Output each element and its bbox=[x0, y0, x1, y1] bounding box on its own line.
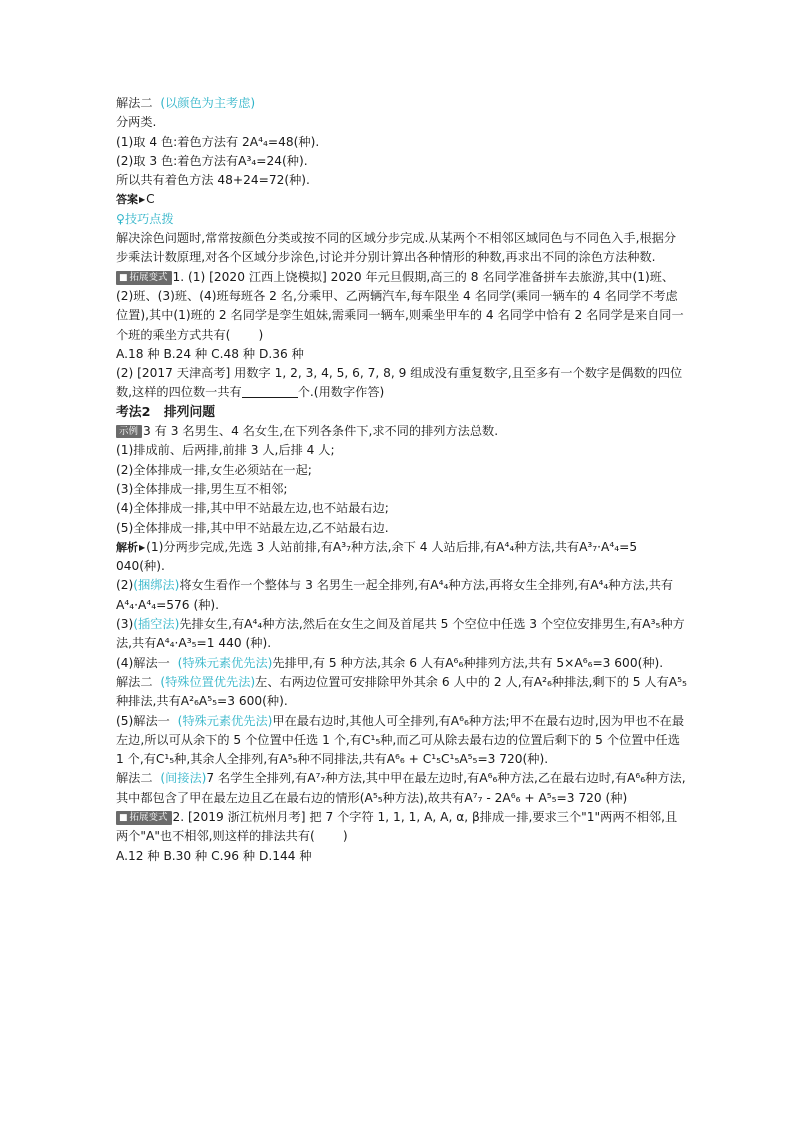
example-item: (3)全体排成一排,男生互不相邻; bbox=[116, 481, 288, 496]
solution-number: (4)解法一 bbox=[116, 655, 170, 670]
solution-label: 解析 bbox=[116, 540, 138, 554]
solution-4a-text: 先排甲,有 5 种方法,其余 6 人有A⁶₆种排列方法,共有 5×A⁶₆=3 600(种). bbox=[272, 655, 664, 670]
extension-tag bbox=[116, 811, 172, 825]
extension-tag-label: 拓展变式 bbox=[129, 271, 168, 283]
extension-1-part2-end: 个.(用数字作答) bbox=[297, 385, 385, 400]
solution-note: (插空法) bbox=[133, 617, 180, 632]
arrow-right-icon: ▶ bbox=[139, 195, 146, 205]
extension-2 bbox=[116, 808, 688, 847]
example-item: (4)全体排成一排,其中甲不站最左边,也不站最右边; bbox=[116, 501, 389, 516]
case-2: (2)取 3 色:着色方法有A³₄=24(种). bbox=[116, 153, 308, 168]
document-page bbox=[116, 94, 688, 866]
solution-2 bbox=[116, 576, 688, 615]
text-line: 分两类. bbox=[116, 115, 157, 130]
answer-label: 答案 bbox=[116, 193, 138, 207]
solution-note: (特殊元素优先法) bbox=[177, 713, 273, 728]
example-tag: 示例 bbox=[116, 425, 142, 438]
solution-note: (捆绑法) bbox=[133, 578, 180, 593]
solution-2-text: 将女生看作一个整体与 3 名男生一起全排列,有A⁴₄种方法,再将女生全排列,有A⁴₄种方法,共有A⁴₄·A⁴₄=576 (种). bbox=[116, 578, 674, 612]
solution-note: (特殊元素优先法) bbox=[177, 655, 273, 670]
answer-value: C bbox=[146, 192, 155, 207]
bracket-close: ) bbox=[342, 829, 348, 844]
method-heading bbox=[116, 403, 688, 422]
solution-5a-text: 甲在最右边时,其他人可全排列,有A⁶₆种方法;甲不在最右边时,因为甲也不在最左边,所以可从余下的 5 个位置中任选 1 个,有C¹₅种,而乙可从除去最右边的位置后剩下的 5 个位置中任选 1 个,有C¹₅种,其余人全排列,有A⁵₅种不同排法,共有A⁶₆ + C¹₅C¹₅A⁵₅=3 720(种). bbox=[116, 713, 685, 767]
solution-number: 解法二 bbox=[116, 674, 153, 689]
solution-number: (2) bbox=[116, 578, 134, 593]
solution-number: 解法二 bbox=[116, 771, 153, 786]
solution-3 bbox=[116, 615, 688, 654]
total-line: 所以共有着色方法 48+24=72(种). bbox=[116, 173, 310, 188]
solution-5b bbox=[116, 769, 688, 808]
solution-note: (特殊位置优先法) bbox=[160, 674, 256, 689]
method-title: 排列问题 bbox=[163, 404, 216, 420]
method2-heading bbox=[116, 94, 688, 113]
solution-4b-text: 左、右两边位置可安排除甲外其余 6 人中的 2 人,有A²₆种排法,剩下的 5 人有A⁵₅种排法,共有A²₆A⁵₅=3 600(种). bbox=[116, 674, 687, 709]
answer-line bbox=[116, 190, 688, 209]
tip-title: 技巧点拨 bbox=[124, 211, 174, 226]
method-note: (以颜色为主考虑) bbox=[160, 96, 256, 110]
arrow-right-icon: ▶ bbox=[139, 542, 146, 552]
example-stem-text: 3 有 3 名男生、4 名女生,在下列各条件下,求不同的排列方法总数. bbox=[143, 424, 499, 439]
tip-heading bbox=[116, 210, 688, 229]
extension-tag bbox=[116, 271, 172, 285]
bracket-close: ) bbox=[258, 327, 264, 342]
book-icon: ■ bbox=[119, 812, 128, 823]
solution-5b-text: 7 名学生全排列,有A⁷₇种方法,其中甲在最左边时,有A⁶₆种方法,乙在最右边时,有A⁶₆种方法,其中都包含了甲在最左边且乙在最右边的情形(A⁵₅种方法),故共有A⁷₇ - 2A⁶₆ + A⁵₅=3 720 (种) bbox=[116, 771, 686, 805]
extension-1-part2-text: (2) [2017 天津高考] 用数字 1, 2, 3, 4, 5, 6, 7, 8, 9 组成没有重复数字,且至多有一个数字是偶数的四位数,这样的四位数一共有 bbox=[116, 366, 683, 400]
example-stem bbox=[116, 422, 688, 441]
extension-1-text: 1. (1) [2020 江西上饶模拟] 2020 年元旦假期,高三的 8 名同学准备拼车去旅游,其中(1)班、(2)班、(3)班、(4)班每班各 2 名,分乘甲、乙两辆汽车,每车限坐 4 名同学(乘同一辆车的 4 名同学不考虑位置),其中(1)班的 2 名同学是孪生姐妹,需乘同一辆车,则乘坐甲车的 4 名同学中恰有 2 名同学是来自同一个班的乘坐方式共有( bbox=[116, 269, 684, 342]
extension-1-options: A.18 种 B.24 种 C.48 种 D.36 种 bbox=[116, 346, 304, 361]
tip-text: 解决涂色问题时,常常按颜色分类或按不同的区域分步完成.从某两个不相邻区域同色与不同色入手,根据分步乘法计数原理,对各个区域分步涂色,讨论并分别计算出各种情形的种数,再求出不同的涂色方法种数. bbox=[116, 231, 677, 265]
method-label: 解法二 bbox=[116, 96, 153, 110]
solution-5a bbox=[116, 712, 688, 770]
answer-blank[interactable] bbox=[242, 385, 298, 398]
extension-2-options: A.12 种 B.30 种 C.96 种 D.144 种 bbox=[116, 848, 312, 863]
example-item: (1)排成前、后两排,前排 3 人,后排 4 人; bbox=[116, 443, 335, 458]
solution-number: (3) bbox=[116, 617, 134, 632]
solution-number: (5)解法一 bbox=[116, 713, 170, 728]
lightbulb-icon: ♀ bbox=[116, 211, 125, 226]
extension-2-text: 2. [2019 浙江杭州月考] 把 7 个字符 1, 1, 1, A, A, α, β排成一排,要求三个"1"两两不相邻,且两个"A"也不相邻,则这样的排法共有( bbox=[116, 809, 678, 844]
extension-1-part2 bbox=[116, 364, 688, 403]
extension-1 bbox=[116, 268, 688, 345]
case-1: (1)取 4 色:着色方法有 2A⁴₄=48(种). bbox=[116, 134, 320, 149]
solution-3-text: 先排女生,有A⁴₄种方法,然后在女生之间及首尾共 5 个空位中任选 3 个空位安排男生,有A³₅种方法,共有A⁴₄·A³₅=1 440 (种). bbox=[116, 617, 685, 651]
book-icon: ■ bbox=[119, 272, 128, 283]
solution-1-text: (1)分两步完成,先选 3 人站前排,有A³₇种方法,余下 4 人站后排,有A⁴₄种方法,共有A³₇·A⁴₄=5 040(种). bbox=[116, 539, 638, 574]
solution-1 bbox=[116, 538, 688, 577]
solution-note: (间接法) bbox=[160, 771, 207, 786]
solution-4b bbox=[116, 673, 688, 712]
method-number: 考法2 bbox=[116, 404, 151, 420]
example-item: (5)全体排成一排,其中甲不站最左边,乙不站最右边. bbox=[116, 520, 389, 535]
extension-tag-label: 拓展变式 bbox=[129, 811, 168, 823]
example-item: (2)全体排成一排,女生必须站在一起; bbox=[116, 462, 312, 477]
solution-4a bbox=[116, 654, 688, 673]
